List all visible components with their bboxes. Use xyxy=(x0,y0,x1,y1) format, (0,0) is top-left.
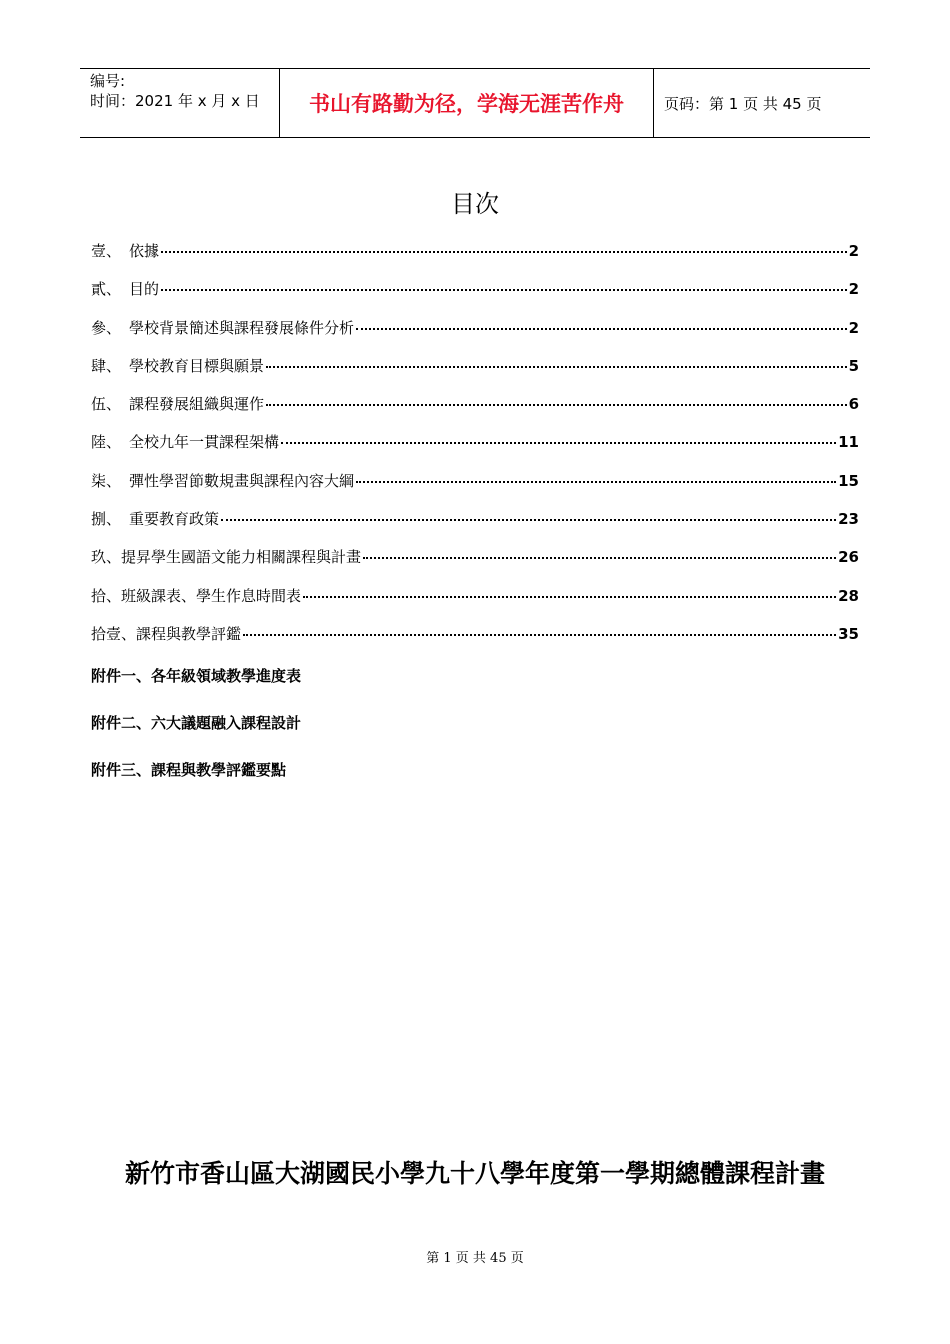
toc-item-page: 6 xyxy=(848,395,859,414)
toc-item[interactable] xyxy=(91,278,859,316)
toc-item-label: 全校九年一貫課程架構 xyxy=(129,433,280,452)
toc-leader-dots xyxy=(356,328,847,330)
date-label: 时间：2021 年 x 月 x 日 xyxy=(90,92,260,110)
toc-item[interactable] xyxy=(91,623,859,661)
toc-leader-dots xyxy=(266,366,847,368)
toc-leader-dots xyxy=(303,596,836,598)
toc-item-page: 5 xyxy=(848,356,859,375)
toc-item-label: 依據 xyxy=(129,242,160,260)
toc-item-page: 11 xyxy=(838,433,859,452)
header-page-info: 页码：第 1 页 共 45 页 xyxy=(664,94,822,113)
toc-item-label: 目的 xyxy=(129,280,160,299)
toc-leader-dots xyxy=(221,519,836,521)
toc-item-number: 捌、 xyxy=(91,510,122,529)
toc-item-page: 2 xyxy=(848,242,859,260)
appendix-item[interactable]: 附件一、各年級領域教學進度表 xyxy=(91,667,302,685)
toc-item[interactable] xyxy=(91,585,859,623)
toc-item-page: 2 xyxy=(848,318,859,337)
toc-leader-dots xyxy=(243,634,836,636)
toc-item-label: 學校教育目標與願景 xyxy=(129,356,265,375)
toc-item[interactable] xyxy=(91,546,859,584)
toc-item-page: 26 xyxy=(838,548,859,567)
toc-item-label: 課程發展組織與運作 xyxy=(129,395,265,414)
toc-item-number: 伍、 xyxy=(91,395,122,414)
page-header xyxy=(80,68,870,138)
toc-leader-dots xyxy=(281,442,836,444)
serial-label: 编号: xyxy=(90,72,126,90)
toc-item-number: 貳、 xyxy=(91,280,122,299)
toc-item-label: 班級課表、學生作息時間表 xyxy=(121,586,302,605)
toc-item-page: 23 xyxy=(838,510,859,529)
toc-item-number: 壹、 xyxy=(91,242,122,260)
toc-leader-dots xyxy=(363,557,836,559)
header-motto: 书山有路勤为径，学海无涯苦作舟 xyxy=(280,69,654,137)
toc-item-number: 陸、 xyxy=(91,433,122,452)
toc-item-label: 彈性學習節數規畫與課程內容大綱 xyxy=(129,471,355,490)
table-of-contents xyxy=(91,240,859,661)
toc-item-label: 課程與教學評鑑 xyxy=(136,624,242,643)
toc-item[interactable] xyxy=(91,431,859,469)
toc-item-number: 玖、 xyxy=(91,548,122,567)
toc-leader-dots xyxy=(356,481,836,483)
toc-item-label: 提昇學生國語文能力相關課程與計畫 xyxy=(121,548,362,567)
toc-item-number: 柒、 xyxy=(91,471,122,490)
toc-item-label: 學校背景簡述與課程發展條件分析 xyxy=(129,318,355,337)
toc-leader-dots xyxy=(266,404,847,406)
toc-item[interactable] xyxy=(91,240,859,278)
toc-item[interactable] xyxy=(91,508,859,546)
toc-item[interactable] xyxy=(91,393,859,431)
page-footer: 第 1 页 共 45 页 xyxy=(426,1251,524,1266)
toc-leader-dots xyxy=(161,289,847,291)
toc-item-page: 15 xyxy=(838,471,859,490)
toc-item-number: 肆、 xyxy=(91,356,122,375)
toc-item-number: 拾、 xyxy=(91,586,122,605)
toc-item-number: 拾壹、 xyxy=(91,624,137,643)
toc-item[interactable] xyxy=(91,470,859,508)
appendix-item[interactable]: 附件三、課程與教學評鑑要點 xyxy=(91,761,287,779)
toc-leader-dots xyxy=(161,251,847,253)
toc-item[interactable] xyxy=(91,355,859,393)
toc-item-number: 參、 xyxy=(91,318,122,337)
toc-item-page: 28 xyxy=(838,586,859,605)
toc-item-page: 2 xyxy=(848,280,859,299)
document-title: 新竹市香山區大湖國民小學九十八學年度第一學期總體課程計畫 xyxy=(124,1159,825,1188)
toc-item-page: 35 xyxy=(838,624,859,643)
header-meta xyxy=(80,69,280,137)
toc-item[interactable] xyxy=(91,317,859,355)
toc-item-label: 重要教育政策 xyxy=(129,510,220,529)
appendix-item[interactable]: 附件二、六大議題融入課程設計 xyxy=(91,714,302,732)
toc-title: 目次 xyxy=(451,190,499,218)
